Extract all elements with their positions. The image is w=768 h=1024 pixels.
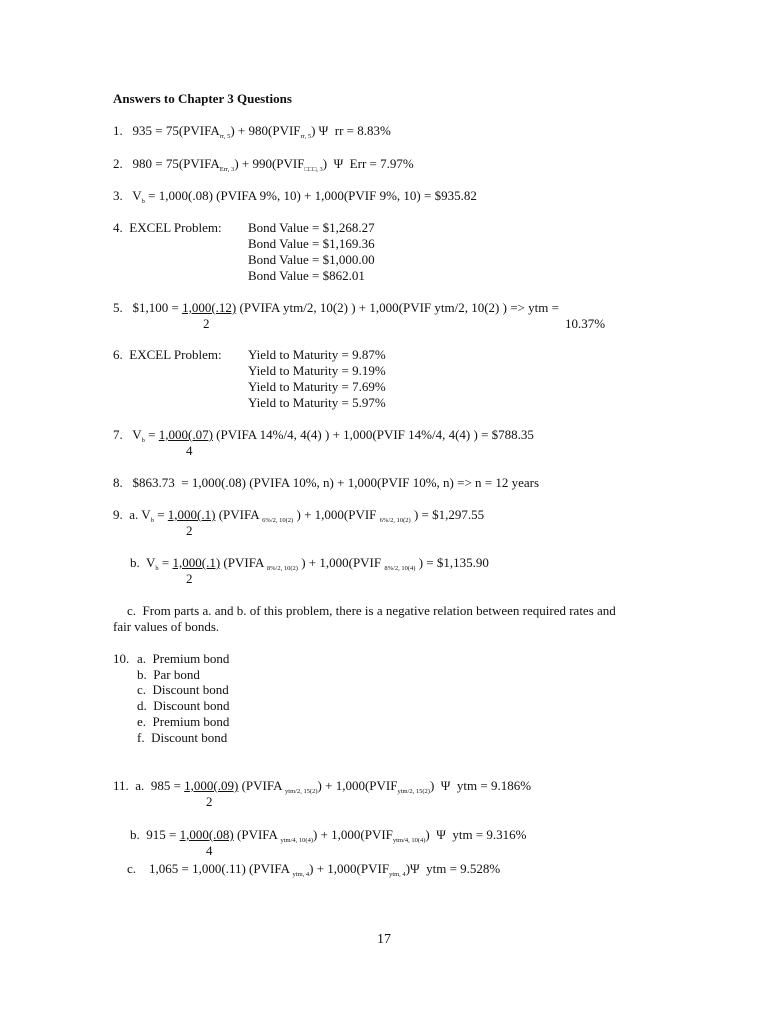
answer-11a-text: ) + 1,000(PVIF xyxy=(317,778,398,793)
answer-10-item: d. Discount bond xyxy=(137,698,230,713)
answer-5-numerator: 1,000(.12) xyxy=(182,300,237,315)
answer-7-subscript: b xyxy=(141,437,145,444)
answer-9b-result: ) = $1,135.90 xyxy=(415,555,489,570)
answer-5-text: (PVIFA ytm/2, 10(2) ) + 1,000(PVIF ytm/2, 10(2) ) => ytm = xyxy=(236,300,559,315)
answer-7-text: V xyxy=(132,427,142,442)
answer-9a-subscript: 6%/2, 10(2) xyxy=(262,517,294,524)
answer-9a-result: ) = $1,297.55 xyxy=(410,507,485,522)
answer-9a-text: ) + 1,000(PVIF xyxy=(293,507,380,522)
answer-10-number: 10. xyxy=(113,651,130,666)
answer-6-value: Yield to Maturity = 5.97% xyxy=(248,395,386,410)
answer-4-label: 4. EXCEL Problem: xyxy=(113,220,222,235)
answer-11a-result: ) Ψ ytm = 9.186% xyxy=(429,778,532,793)
answer-11a-part: a. xyxy=(135,778,145,793)
answer-9b-numerator: 1,000(.1) xyxy=(172,555,221,570)
answer-10-item: a. Premium bond xyxy=(137,651,230,666)
answer-9b-text: = xyxy=(158,555,173,570)
answer-4-value: Bond Value = $1,169.36 xyxy=(248,236,375,251)
answer-11a-denominator: 2 xyxy=(206,794,213,809)
page-title: Answers to Chapter 3 Questions xyxy=(113,91,292,106)
answer-3-subscript: b xyxy=(141,198,145,205)
answer-2-text: ) + 990(PVIF xyxy=(234,156,305,171)
answer-9c-line: c. From parts a. and b. of this problem, there is a negative relation between required rates and xyxy=(127,603,616,618)
answer-1-result: ) Ψ rr = 8.83% xyxy=(311,123,391,138)
answer-2-text: 980 = 75(PVIFA xyxy=(132,156,220,171)
answer-9a-subscript: 6%/2, 10(2) xyxy=(379,517,411,524)
answer-10-item: f. Discount bond xyxy=(137,730,228,745)
answer-9a-subscript: b xyxy=(150,517,154,524)
answer-11c-result: )Ψ ytm = 9.528% xyxy=(405,861,501,876)
answer-2-number: 2. xyxy=(113,156,123,171)
answer-5-text: $1,100 = xyxy=(132,300,183,315)
answer-6-value: Yield to Maturity = 9.19% xyxy=(248,363,386,378)
answer-8 xyxy=(113,475,539,490)
answer-10-item: b. Par bond xyxy=(137,667,200,682)
answer-1-number: 1. xyxy=(113,123,123,138)
answer-9-number: 9. xyxy=(113,507,123,522)
answer-3-text: = 1,000(.08) (PVIFA 9%, 10) + 1,000(PVIF 9%, 10) = $935.82 xyxy=(144,188,477,203)
answer-1-subscript: rr, 5 xyxy=(300,133,312,140)
answer-5-number: 5. xyxy=(113,300,123,315)
answer-11c-subscript: ytm, 4 xyxy=(389,871,406,878)
answer-7 xyxy=(113,427,534,448)
answer-11c-part: c. xyxy=(127,861,137,876)
answer-11b-subscript: ytm/4, 10(4) xyxy=(280,837,313,844)
answer-11a-text: 985 = xyxy=(150,778,185,793)
answer-9b-subscript: 8%/2, 10(4) xyxy=(384,565,416,572)
answer-1-text: ) + 980(PVIF xyxy=(230,123,301,138)
answer-6-value: Yield to Maturity = 9.87% xyxy=(248,347,386,362)
answer-9b-text: (PVIFA xyxy=(220,555,267,570)
answer-11a-subscript: ytm/2, 15(2) xyxy=(285,788,318,795)
answer-11b-text: ) + 1,000(PVIF xyxy=(312,827,393,842)
answer-6-value: Yield to Maturity = 7.69% xyxy=(248,379,386,394)
answer-9a-text: V xyxy=(141,507,151,522)
answer-9a-numerator: 1,000(.1) xyxy=(167,507,216,522)
answer-11a-text: (PVIFA xyxy=(238,778,286,793)
answer-11b-text: (PVIFA xyxy=(233,827,281,842)
answer-4-value: Bond Value = $1,000.00 xyxy=(248,252,375,267)
answer-11b xyxy=(130,827,526,848)
answer-9a-text: (PVIFA xyxy=(215,507,263,522)
answer-2 xyxy=(113,156,414,177)
answer-8-text: $863.73 = 1,000(.08) (PVIFA 10%, n) + 1,000(PVIF 10%, n) => n = 12 years xyxy=(132,475,540,490)
answer-5-denominator: 2 xyxy=(203,316,210,331)
answer-2-result: ) Ψ Err = 7.97% xyxy=(322,156,414,171)
answer-9b-text: V xyxy=(146,555,156,570)
answer-7-text: = xyxy=(144,427,159,442)
answer-3-text: V xyxy=(132,188,142,203)
answer-5-result: 10.37% xyxy=(565,316,606,331)
answer-9b-subscript: 8%/2, 10(2) xyxy=(266,565,298,572)
answer-9a-text: = xyxy=(153,507,168,522)
answer-9a xyxy=(113,507,484,528)
answer-6-label: 6. EXCEL Problem: xyxy=(113,347,222,362)
answer-7-number: 7. xyxy=(113,427,123,442)
answer-1-subscript: rr, 5 xyxy=(219,133,231,140)
answer-11b-part: b. xyxy=(130,827,140,842)
answer-4-value: Bond Value = $862.01 xyxy=(248,268,365,283)
answer-2-subscript: Err, 3 xyxy=(219,166,235,173)
answer-11b-result: ) Ψ ytm = 9.316% xyxy=(425,827,527,842)
answer-9b-text: ) + 1,000(PVIF xyxy=(297,555,385,570)
answer-11b-denominator: 4 xyxy=(206,843,213,858)
answer-11c-subscript: ytm, 4 xyxy=(292,871,310,878)
answer-7-numerator: 1,000(.07) xyxy=(158,427,213,442)
answer-8-number: 8. xyxy=(113,475,123,490)
answer-11a-numerator: 1,000(.09) xyxy=(184,778,239,793)
answer-11a-subscript: ytm/2, 15(2) xyxy=(397,788,430,795)
answer-5 xyxy=(113,300,559,315)
answer-7-denominator: 4 xyxy=(186,443,193,458)
answer-11-number: 11. xyxy=(113,778,129,793)
answer-9a-denominator: 2 xyxy=(186,523,193,538)
answer-10-item: e. Premium bond xyxy=(137,714,230,729)
answer-11c-text: 1,065 = 1,000(.11) (PVIFA xyxy=(149,861,293,876)
answer-9a-part: a. xyxy=(129,507,139,522)
answer-11c xyxy=(127,861,500,882)
answer-7-text: (PVIFA 14%/4, 4(4) ) + 1,000(PVIF 14%/4, 4(4) ) = $788.35 xyxy=(212,427,534,442)
answer-11b-subscript: ytm/4, 10(4) xyxy=(392,837,426,844)
answer-10-item: c. Discount bond xyxy=(137,682,229,697)
answer-9b-part: b. xyxy=(130,555,140,570)
page-number: 17 xyxy=(377,932,391,947)
answer-11c-text: ) + 1,000(PVIF xyxy=(309,861,390,876)
answer-3 xyxy=(113,188,477,209)
answer-3-number: 3. xyxy=(113,188,123,203)
answer-1 xyxy=(113,123,391,144)
answer-9b-denominator: 2 xyxy=(186,571,193,586)
answer-9b xyxy=(130,555,489,576)
answer-1-text: 935 = 75(PVIFA xyxy=(132,123,220,138)
answer-11b-text: 915 = xyxy=(146,827,180,842)
answer-2-subscript: □□□, 3 xyxy=(304,166,323,173)
answer-9c-line: fair values of bonds. xyxy=(113,619,220,634)
answer-9b-subscript: b xyxy=(155,565,159,572)
answer-11b-numerator: 1,000(.08) xyxy=(179,827,234,842)
answer-4-value: Bond Value = $1,268.27 xyxy=(248,220,375,235)
answer-11a xyxy=(113,778,531,799)
